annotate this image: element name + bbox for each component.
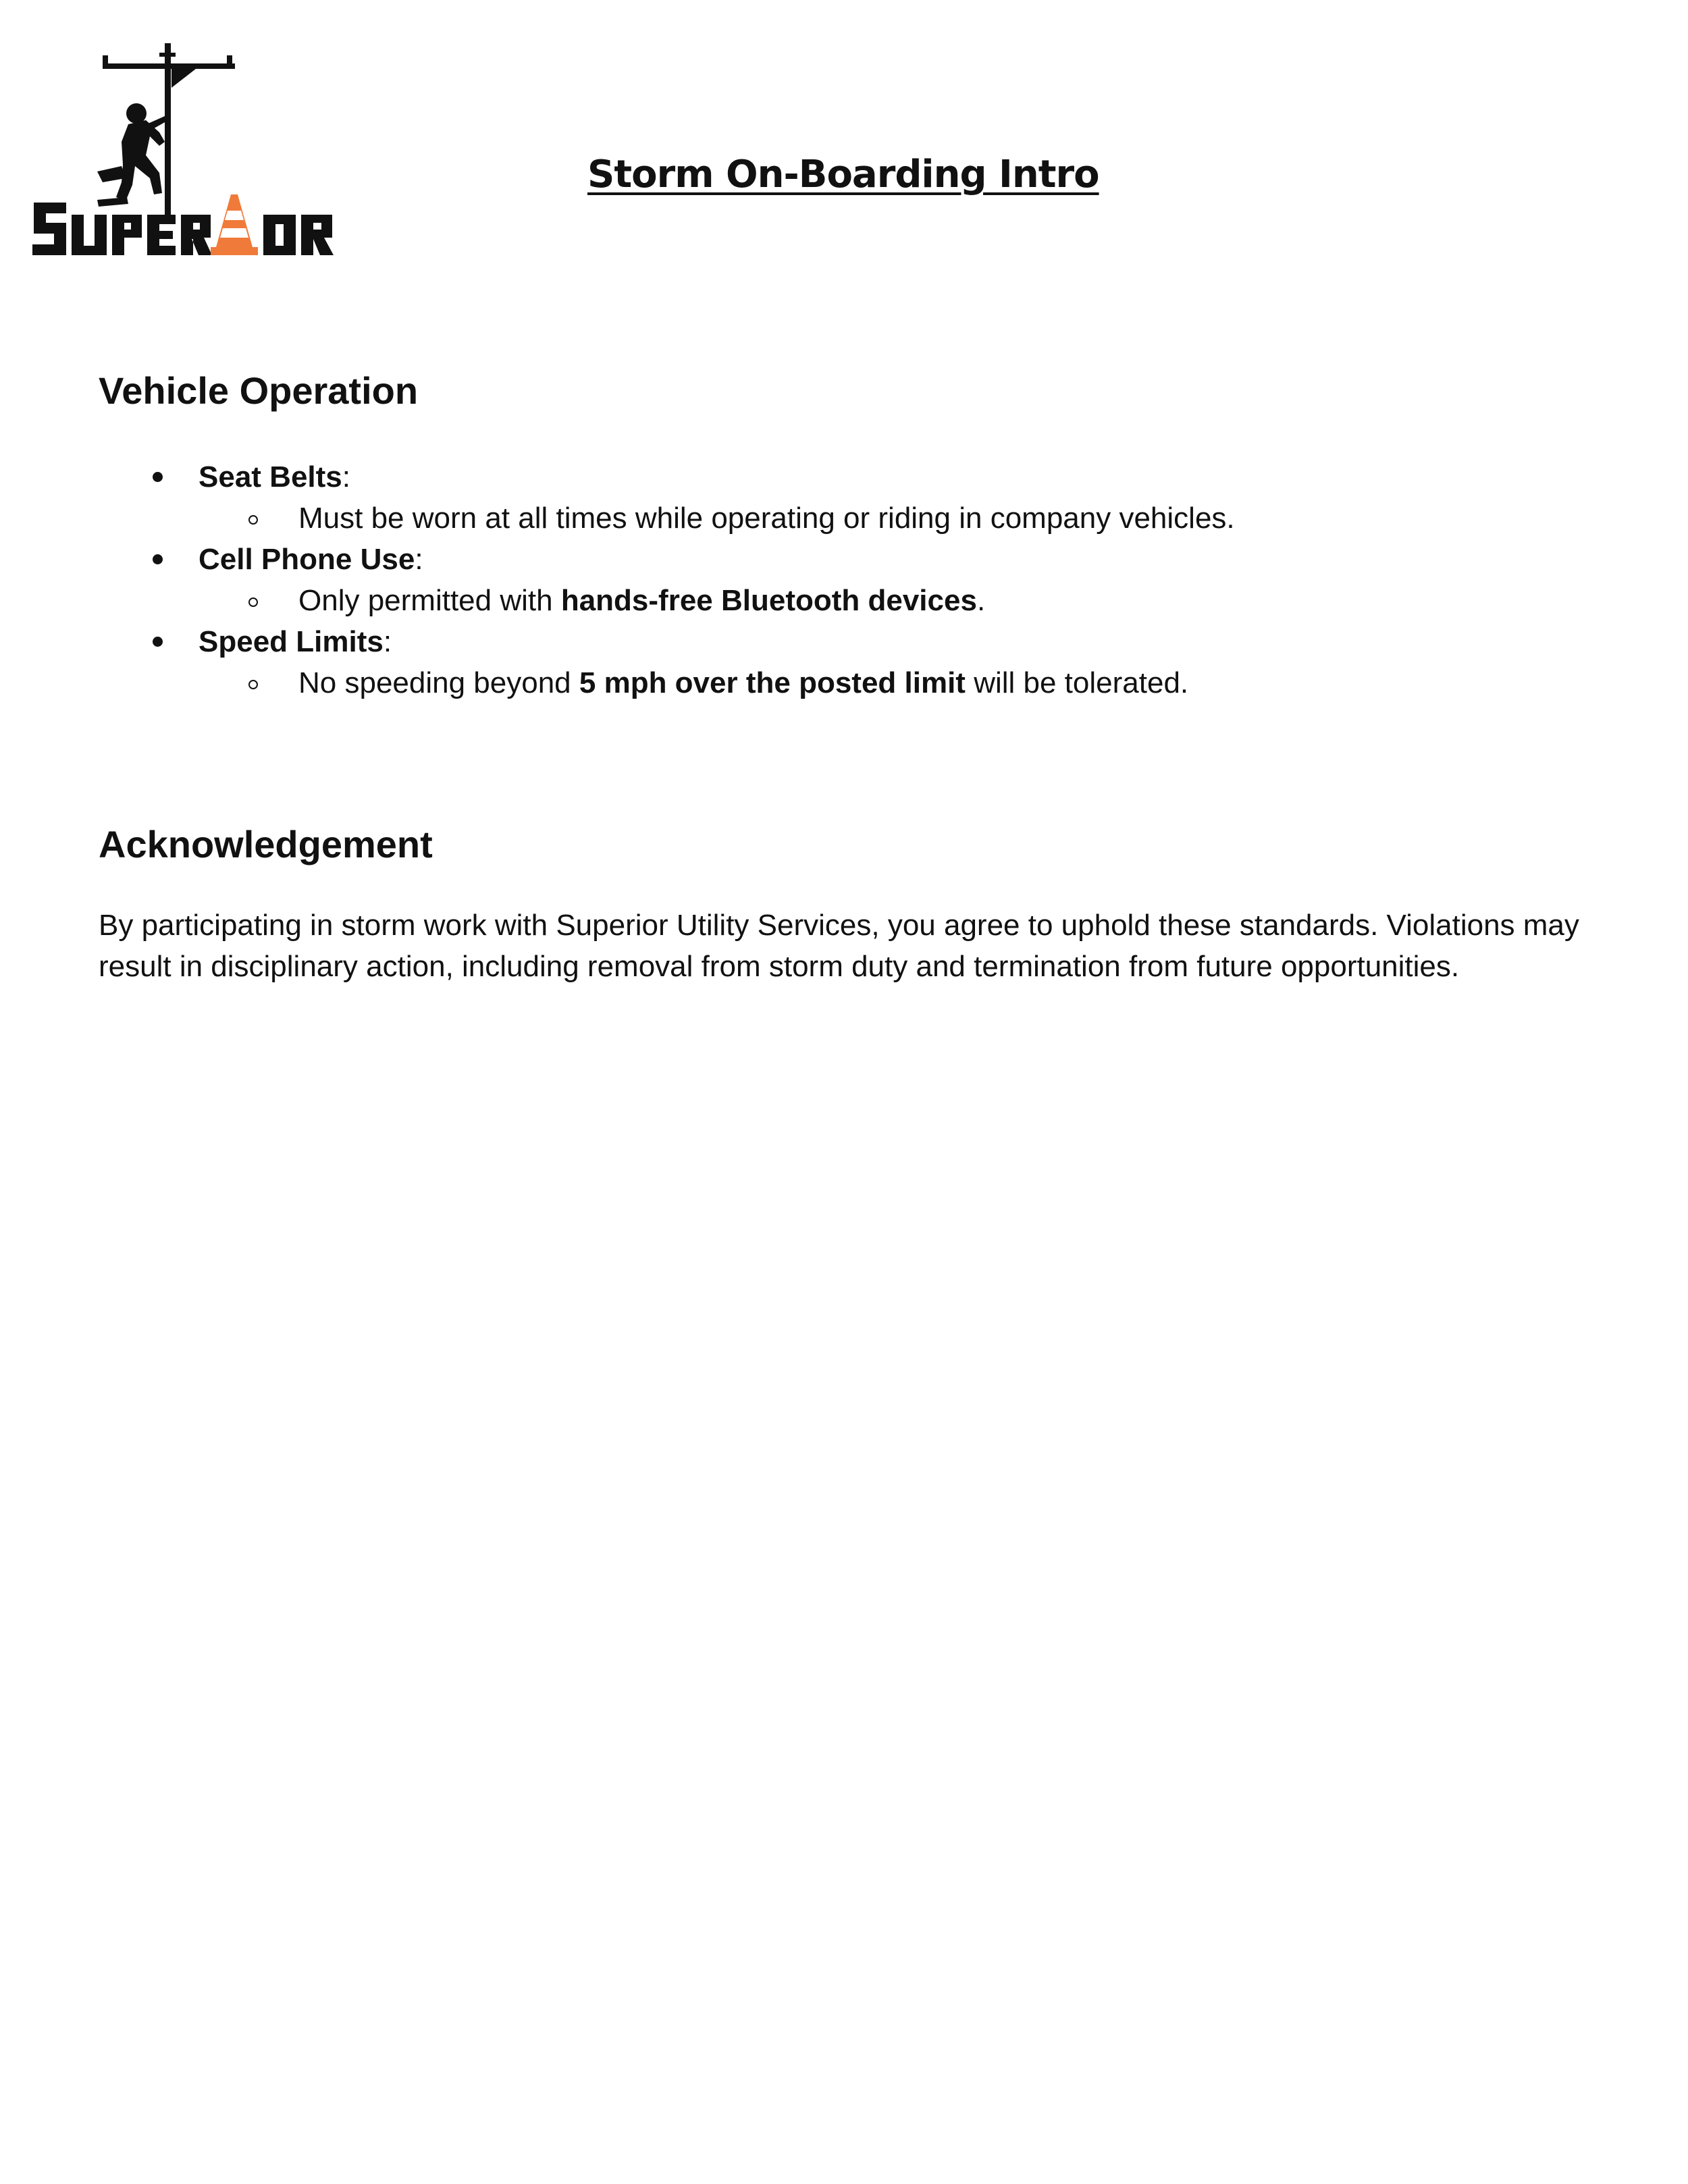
bullet-icon (153, 637, 163, 647)
hollow-bullet-icon (248, 515, 258, 525)
sub-list (199, 580, 1584, 621)
rule-detail: No speeding beyond (298, 666, 579, 699)
hollow-bullet-icon (248, 597, 258, 607)
section-heading-vehicle-operation: Vehicle Operation (99, 369, 419, 412)
bullet-icon (153, 554, 163, 564)
rule-label-punctuation: : (415, 543, 423, 576)
sub-list-item (199, 498, 1584, 539)
list-item-cell-phone-use (99, 539, 1584, 621)
logo-wordmark (32, 194, 334, 255)
rule-detail-tail: . (976, 584, 986, 617)
rule-detail: Must be worn at all times while operating or riding in company vehicles. (298, 502, 1235, 535)
sub-list (199, 498, 1584, 539)
rule-label-punctuation: : (342, 460, 350, 494)
hollow-bullet-icon (248, 680, 258, 689)
rule-detail: Only permitted with (298, 584, 561, 617)
bullet-icon (153, 472, 163, 482)
list-item-speed-limits (99, 621, 1584, 703)
rule-label: Speed Limits (199, 625, 384, 658)
rule-detail-emphasis: 5 mph over the posted limit (579, 666, 966, 699)
company-logo (27, 41, 351, 263)
sub-list-item (199, 662, 1584, 703)
list-item-seat-belts (99, 456, 1584, 539)
page-title: Storm On-Boarding Intro (587, 153, 1099, 196)
acknowledgement-paragraph: By participating in storm work with Superior Utility Services, you agree to uphold these standards. Violations may result in disciplinary action, including removal from storm duty and termination from future opportunities. (99, 909, 1579, 983)
rule-label-punctuation: : (383, 625, 392, 658)
vehicle-rules-list (99, 456, 1584, 703)
rule-label: Seat Belts (199, 460, 342, 494)
lineman-on-utility-pole-icon (97, 43, 235, 224)
section-heading-acknowledgement: Acknowledgement (99, 823, 433, 865)
traffic-cone-icon (211, 194, 258, 255)
sub-list (199, 662, 1584, 703)
rule-label: Cell Phone Use (199, 543, 415, 576)
rule-detail-emphasis: hands-free Bluetooth devices (560, 584, 977, 617)
sub-list-item (199, 580, 1584, 621)
rule-detail-tail: will be tolerated. (965, 666, 1189, 699)
